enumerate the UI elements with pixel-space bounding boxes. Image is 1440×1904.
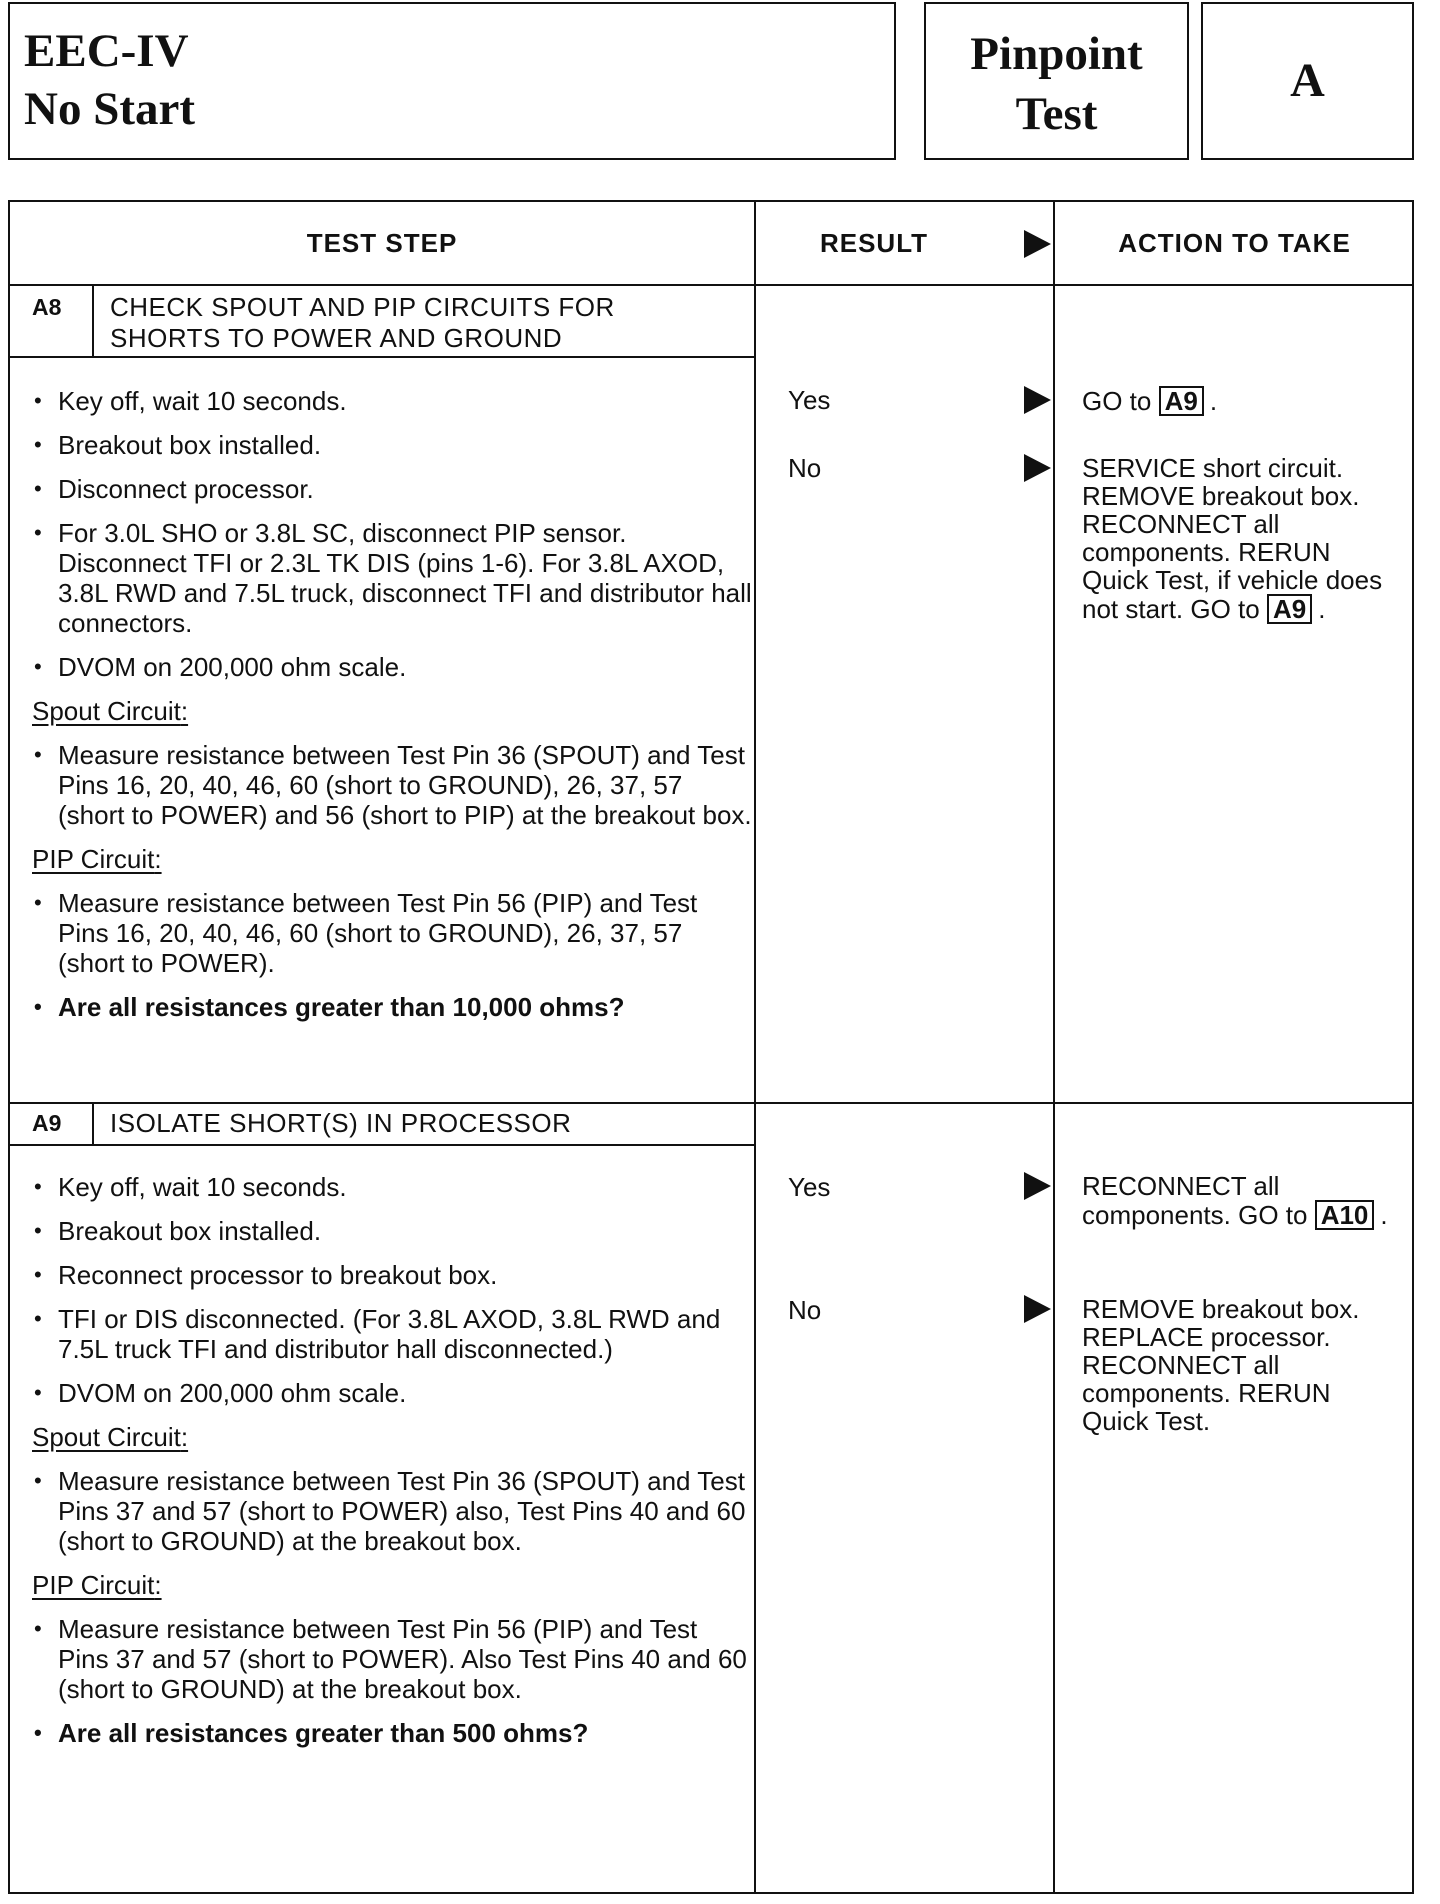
list-item: • DVOM on 200,000 ohm scale. <box>32 1378 752 1408</box>
column-header-action: ACTION TO TAKE <box>1118 228 1351 258</box>
pip-circuit-label: PIP Circuit: <box>32 844 162 874</box>
result-no-a9: No <box>788 1295 822 1325</box>
step-id-a8: A8 <box>32 294 62 320</box>
spout-circuit-label: Spout Circuit: <box>32 1422 189 1452</box>
procedure-title-box <box>8 2 896 160</box>
result-arrow-icon <box>1024 1172 1051 1200</box>
list-item: • Measure resistance between Test Pin 36 (SPOUT) and Test Pins 37 and 57 (short to POWER) also, Test Pins 40 and 60 (short to GROUND) at the breakout box. <box>32 1466 752 1556</box>
result-arrow-icon <box>1024 454 1051 482</box>
step-a8-body <box>32 386 752 1036</box>
action-yes-a8: GO to A9 . <box>1082 386 1218 416</box>
column-divider-action <box>1053 202 1055 1892</box>
test-table <box>8 200 1414 1894</box>
result-arrow-icon <box>1024 230 1051 258</box>
column-divider-result <box>754 202 756 1892</box>
step-ref-badge[interactable]: A9 <box>1159 386 1204 416</box>
list-item: • For 3.0L SHO or 3.8L SC, disconnect PIP sensor. Disconnect TFI or 2.3L TK DIS (pins 1-6). For 3.8L AXOD, 3.8L RWD and 7.5L truck, disconnect TFI and distributor hall connectors. <box>32 518 752 638</box>
test-letter-box <box>1201 2 1414 160</box>
step-a8-id-divider <box>92 284 94 356</box>
list-item: • Reconnect processor to breakout box. <box>32 1260 752 1290</box>
spout-circuit-label: Spout Circuit: <box>32 696 189 726</box>
list-item: • DVOM on 200,000 ohm scale. <box>32 652 752 682</box>
title-line-2: No Start <box>24 83 195 135</box>
test-letter: A <box>1290 54 1325 107</box>
step-ref-badge[interactable]: A10 <box>1315 1200 1375 1230</box>
step-a9-body <box>32 1172 752 1762</box>
step-a9-id-divider <box>92 1102 94 1144</box>
test-type-box <box>924 2 1189 160</box>
list-item: • Breakout box installed. <box>32 430 752 460</box>
title-line-1: EEC-IV <box>24 25 189 77</box>
step-ref-badge[interactable]: A9 <box>1267 594 1312 624</box>
list-item: • Measure resistance between Test Pin 56 (PIP) and Test Pins 37 and 57 (short to POWER). Also Test Pins 40 and 60 (short to GROUND) at the breakout box. <box>32 1614 752 1704</box>
action-yes-a9: RECONNECT all components. GO to A10 . <box>1082 1171 1388 1230</box>
list-item: • Measure resistance between Test Pin 56 (PIP) and Test Pins 16, 20, 40, 46, 60 (short to GROUND), 26, 37, 57 (short to POWER). <box>32 888 752 978</box>
list-item: • TFI or DIS disconnected. (For 3.8L AXOD, 3.8L RWD and 7.5L truck TFI and distributor hall disconnected.) <box>32 1304 752 1364</box>
result-arrow-icon <box>1024 386 1051 414</box>
list-item: • Disconnect processor. <box>32 474 752 504</box>
column-header-result: RESULT <box>819 228 929 258</box>
action-no-a9: REMOVE breakout box. REPLACE processor. RECONNECT all components. RERUN Quick Test. <box>1082 1294 1360 1436</box>
result-yes-a8: Yes <box>788 385 831 415</box>
step-question: • Are all resistances greater than 10,000 ohms? <box>32 992 752 1022</box>
pip-circuit-label: PIP Circuit: <box>32 1570 162 1600</box>
test-type-line-2: Test <box>1015 88 1098 140</box>
test-type-line-1: Pinpoint <box>970 28 1143 80</box>
step-a9-title-divider <box>10 1144 754 1146</box>
step-id-a9: A9 <box>32 1110 62 1136</box>
header-divider <box>10 284 1412 286</box>
list-item: • Breakout box installed. <box>32 1216 752 1246</box>
action-no-a8: SERVICE short circuit. REMOVE breakout box. RECONNECT all components. RERUN Quick Test, if vehicle does not start. GO to A9 . <box>1082 453 1383 624</box>
result-yes-a9: Yes <box>788 1172 831 1202</box>
step-title-a9: ISOLATE SHORT(S) IN PROCESSOR <box>110 1108 572 1138</box>
result-arrow-icon <box>1024 1295 1051 1323</box>
column-header-test-step: TEST STEP <box>306 228 458 258</box>
step-divider <box>10 1102 1412 1104</box>
list-item: • Key off, wait 10 seconds. <box>32 386 752 416</box>
result-no-a8: No <box>788 453 822 483</box>
step-title-a8: CHECK SPOUT AND PIP CIRCUITS FOR SHORTS TO POWER AND GROUND <box>110 292 615 353</box>
list-item: • Key off, wait 10 seconds. <box>32 1172 752 1202</box>
step-a8-title-divider <box>10 356 754 358</box>
list-item: • Measure resistance between Test Pin 36 (SPOUT) and Test Pins 16, 20, 40, 46, 60 (short to GROUND), 26, 37, 57 (short to POWER) and 56 (short to PIP) at the breakout box. <box>32 740 752 830</box>
step-question: • Are all resistances greater than 500 ohms? <box>32 1718 752 1748</box>
